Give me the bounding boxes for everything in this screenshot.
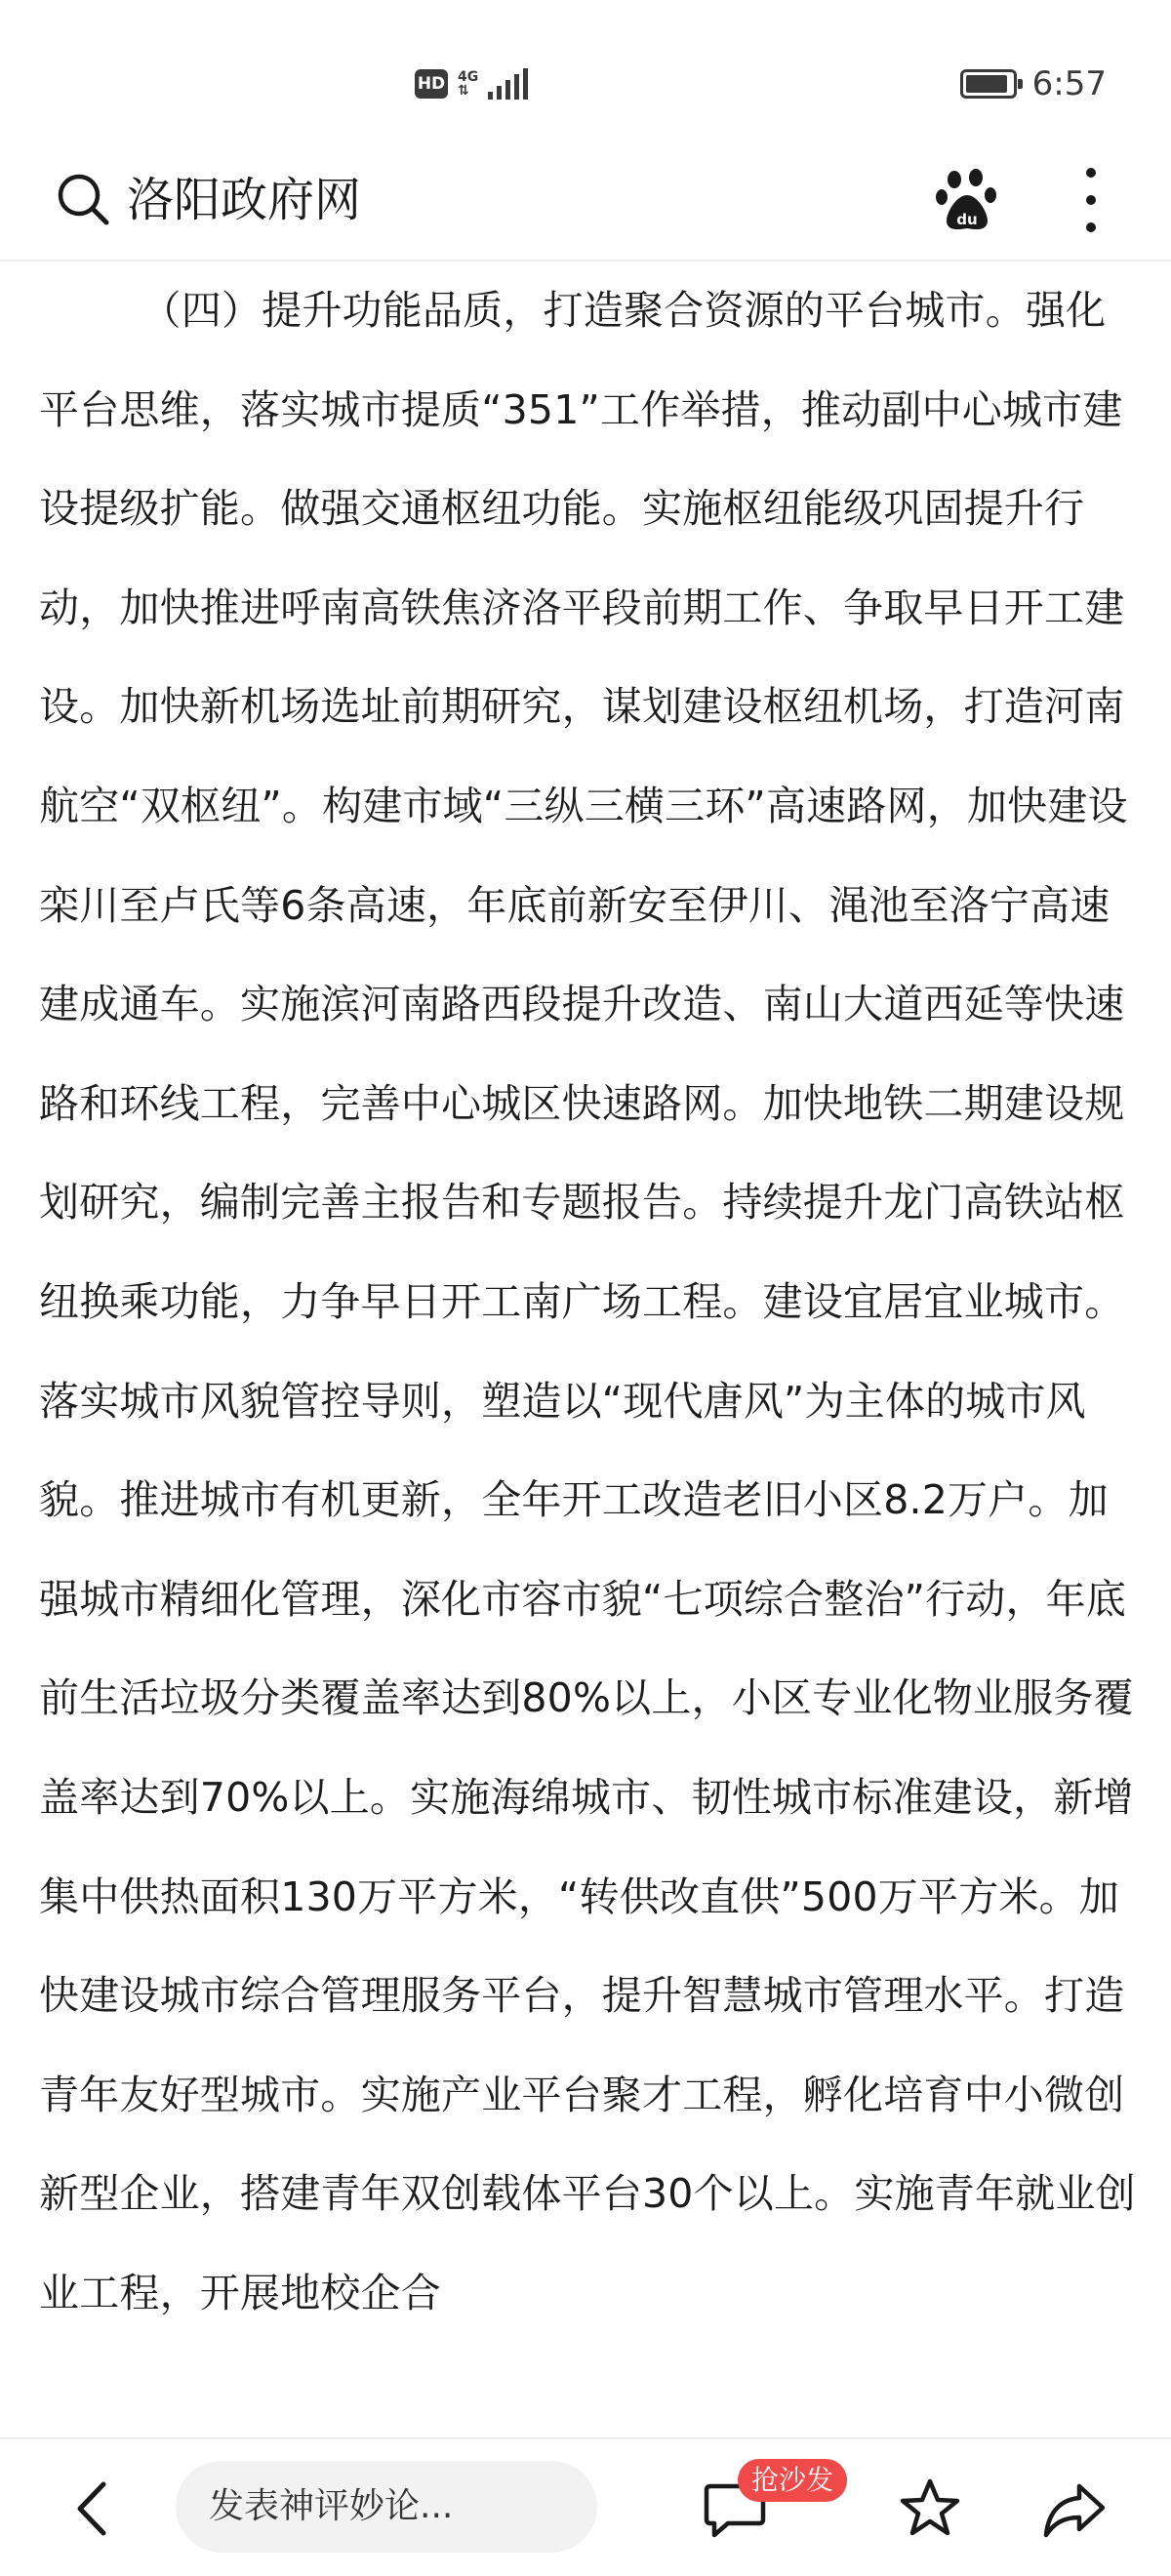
status-bar xyxy=(0,0,1171,146)
search-icon[interactable] xyxy=(54,170,112,228)
clock: 6:57 xyxy=(1031,64,1107,103)
network-type-label: 4G xyxy=(458,69,479,85)
article-paragraph: （四）提升功能品质，打造聚合资源的平台城市。强化平台思维，落实城市提质“351”工作举措，推动副中心城市建设提级扩能。做强交通枢纽功能。实施枢纽能级巩固提升行动，加快推进呼南高铁焦济洛平段前期工作、争取早日开工建设。加快新机场选址前期研究，谋划建设枢纽机场，打造河南航空“双枢纽”。构建市域“三纵三横三环”高速路网，加快建设栾川至卢氏等6条高速，年底前新安至伊川、渑池至洛宁高速建成通车。实施滨河南路西段提升改造、南山大道西延等快速路和环线工程，完善中心城区快速路网。加快地铁二期建设规划研究，编制完善主报告和专题报告。持续提升龙门高铁站枢纽换乘功能，力争早日开工南广场工程。建设宜居宜业城市。落实城市风貌管控导则，塑造以“现代唐风”为主体的城市风貌。推进城市有机更新，全年开工改造老旧小区8.2万户。加强城市精细化管理，深化市容市貌“七项综合整治”行动，年底前生活垃圾分类覆盖率达到80%以上，小区专业化物业服务覆盖率达到70%以上。实施海绵城市、韧性城市标准建设，新增集中供热面积130万平方米，“转供改直供”500万平方米。加快建设城市综合管理服务平台，提升智慧城市管理水平。打造青年友好型城市。实施产业平台聚才工程，孵化培育中小微创新型企业，搭建青年双创载体平台30个以上。实施青年就业创业工程，开展地校企合 xyxy=(39,287,1136,2316)
comment-input[interactable]: 发表神评妙论... xyxy=(176,2461,597,2553)
header-bar xyxy=(0,146,1171,262)
page-title[interactable]: 洛阳政府网 xyxy=(127,173,362,227)
network-status xyxy=(415,68,528,100)
sofa-badge[interactable]: 抢沙发 xyxy=(738,2459,847,2502)
signal-icon xyxy=(488,68,528,100)
battery-icon xyxy=(960,69,1017,99)
hd-badge: HD xyxy=(415,69,448,99)
star-icon[interactable] xyxy=(898,2476,962,2541)
baidu-paw-icon[interactable] xyxy=(935,166,999,234)
bottom-toolbar xyxy=(0,2437,1171,2576)
share-icon[interactable] xyxy=(1042,2480,1107,2539)
network-type xyxy=(458,70,478,98)
data-arrows-icon: ⇅ xyxy=(458,83,469,99)
chevron-left-icon[interactable] xyxy=(68,2476,117,2541)
article-body xyxy=(39,262,1137,2437)
status-right xyxy=(960,64,1107,103)
svg-text:du: du xyxy=(956,211,978,228)
more-vertical-icon[interactable] xyxy=(1078,168,1104,232)
